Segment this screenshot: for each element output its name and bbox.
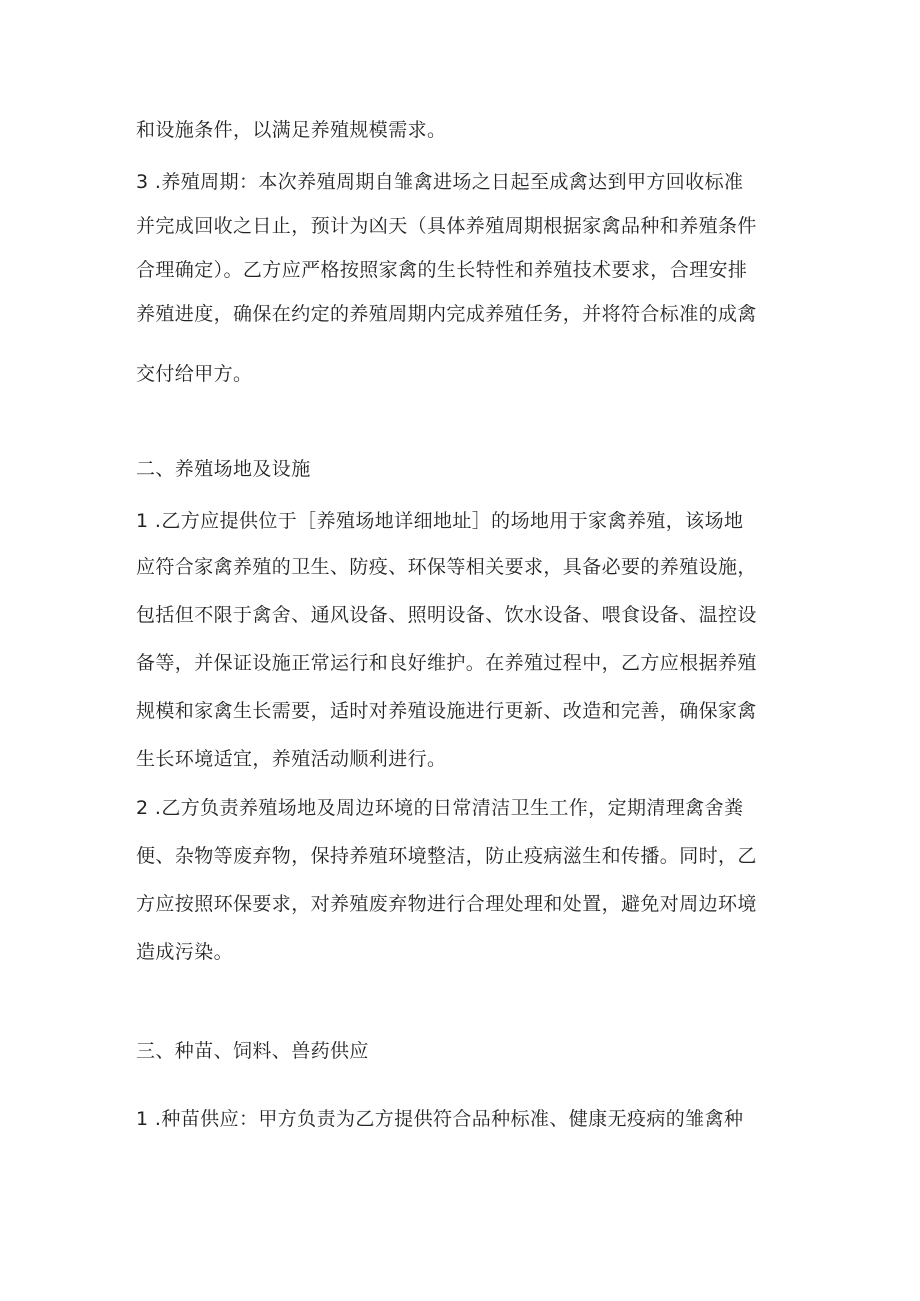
- paragraph-line: 包括但不限于禽舍、通风设备、照明设备、饮水设备、喂食设备、温控设: [136, 604, 757, 626]
- paragraph-line: 便、杂物等废弃物，保持养殖环境整洁，防止疫病滋生和传播。同时，乙: [136, 845, 757, 867]
- paragraph-line: 并完成回收之日止，预计为凶天（具体养殖周期根据家禽品种和养殖条件: [136, 215, 757, 237]
- paragraph-line: 造成污染。: [136, 941, 234, 963]
- paragraph-line: 交付给甲方。: [136, 363, 253, 385]
- paragraph-line: 备等，并保证设施正常运行和良好维护。在养殖过程中，乙方应根据养殖: [136, 652, 757, 674]
- section-heading: 三、种苗、饲料、兽药供应: [136, 1040, 369, 1062]
- paragraph-line: 应符合家禽养殖的卫生、防疫、环保等相关要求，具备必要的养殖设施，: [136, 556, 757, 578]
- paragraph-line: 养殖进度，确保在约定的养殖周期内完成养殖任务，并将符合标准的成禽: [136, 303, 757, 325]
- paragraph-line: 方应按照环保要求，对养殖废弃物进行合理处理和处置，避免对周边环境: [136, 893, 757, 915]
- paragraph-line: 规模和家禽生长需要，适时对养殖设施进行更新、改造和完善，确保家禽: [136, 700, 757, 722]
- paragraph-line: 和设施条件，以满足养殖规模需求。: [136, 119, 447, 141]
- paragraph-line: 1 .种苗供应：甲方负责为乙方提供符合品种标准、健康无疫病的雏禽种: [136, 1108, 744, 1130]
- paragraph-line: 合理确定）。乙方应严格按照家禽的生长特性和养殖技术要求，合理安排: [136, 259, 748, 281]
- paragraph-line: 3 .养殖周期：本次养殖周期自雏禽进场之日起至成禽达到甲方回收标准: [136, 171, 744, 193]
- paragraph-line: 1 .乙方应提供位于［养殖场地详细地址］的场地用于家禽养殖，该场地: [136, 510, 744, 532]
- paragraph-line: 2 .乙方负责养殖场地及周边环境的日常清洁卫生工作，定期清理禽舍粪: [136, 797, 744, 819]
- section-heading: 二、养殖场地及设施: [136, 458, 311, 480]
- paragraph-line: 生长环境适宜，养殖活动顺利进行。: [136, 748, 447, 770]
